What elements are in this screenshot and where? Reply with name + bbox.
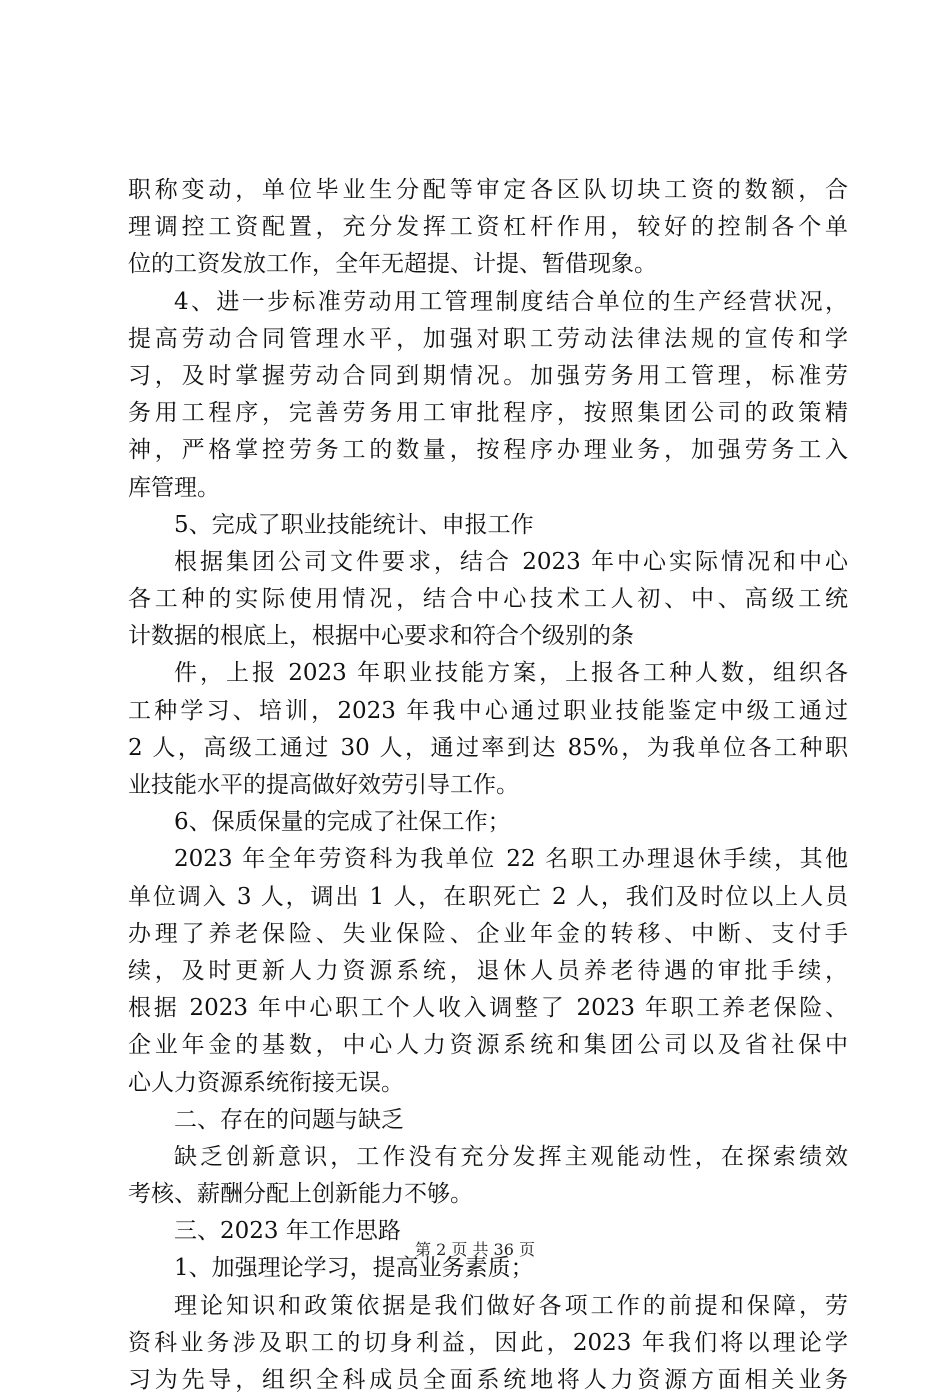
text-line: 提高劳动合同管理水平，加强对职工劳动法律法规的宣传和学 [128,325,848,352]
text-line: 根据 2023 年中心职工个人收入调整了 2023 年职工养老保险、 [128,995,848,1022]
text-line: 企业年金的基数，中心人力资源系统和集团公司以及省社保中 [128,1032,848,1059]
section-heading: 1、加强理论学习，提高业务素质； [174,1255,534,1282]
text-line: 资科业务涉及职工的切身利益，因此，2023 年我们将以理论学 [128,1329,848,1356]
text-line: 理调控工资配置，充分发挥工资杠杆作用，较好的控制各个单 [128,214,848,241]
text-line: 办理了养老保险、失业保险、企业年金的转移、中断、支付手 [128,920,848,947]
section-heading: 三、2023 年工作思路 [174,1218,401,1245]
text-line: 计数据的根底上，根据中心要求和符合个级别的条 [128,623,634,650]
text-line: 心人力资源系统衔接无误。 [128,1069,404,1096]
text-line: 2023 年全年劳资科为我单位 22 名职工办理退休手续，其他 [174,846,848,873]
text-line: 单位调入 3 人，调出 1 人，在职死亡 2 人，我们及时位以上人员 [128,883,848,910]
text-line: 职称变动，单位毕业生分配等审定各区队切块工资的数额，合 [128,177,848,203]
text-line: 业技能水平的提高做好效劳引导工作。 [128,772,519,798]
text-line: 根据集团公司文件要求，结合 2023 年中心实际情况和中心 [174,548,848,575]
text-line: 库管理。 [128,474,220,501]
text-line: 理论知识和政策依据是我们做好各项工作的前提和保障，劳 [174,1292,848,1319]
text-line: 各工种的实际使用情况，结合中心技术工人初、中、高级工统 [128,586,848,613]
section-heading: 二、存在的问题与缺乏 [174,1106,404,1133]
text-line: 位的工资发放工作，全年无超提、计提、暂借现象。 [128,251,657,278]
text-line: 习，及时掌握劳动合同到期情况。加强劳务用工管理，标准劳 [128,362,848,389]
text-line: 工种学习、培训，2023 年我中心通过职业技能鉴定中级工通过 [128,697,848,724]
text-line: 务用工程序，完善劳务用工审批程序，按照集团公司的政策精 [128,400,848,427]
section-heading: 6、保质保量的完成了社保工作； [174,809,511,836]
text-line: 2 人，高级工通过 30 人，通过率到达 85%，为我单位各工种职 [128,734,848,761]
text-line: 件，上报 2023 年职业技能方案，上报各工种人数，组织各 [174,660,848,687]
section-heading: 5、完成了职业技能统计、申报工作 [174,511,534,538]
document-body [128,172,848,1399]
text-line: 习为先导，组织全科成员全面系统地将人力资源方面相关业务 [128,1367,848,1393]
text-line: 神，严格掌控劳务工的数量，按程序办理业务，加强劳务工入 [128,437,848,464]
text-line: 续，及时更新人力资源系统，退休人员养老待遇的审批手续， [128,957,848,984]
page-footer: 第 2 页 共 36 页 [415,1240,535,1259]
text-line: 缺乏创新意识，工作没有充分发挥主观能动性，在探索绩效 [174,1143,848,1170]
text-line: 4、进一步标准劳动用工管理制度结合单位的生产经营状况， [174,288,848,315]
text-line: 考核、薪酬分配上创新能力不够。 [128,1181,473,1208]
